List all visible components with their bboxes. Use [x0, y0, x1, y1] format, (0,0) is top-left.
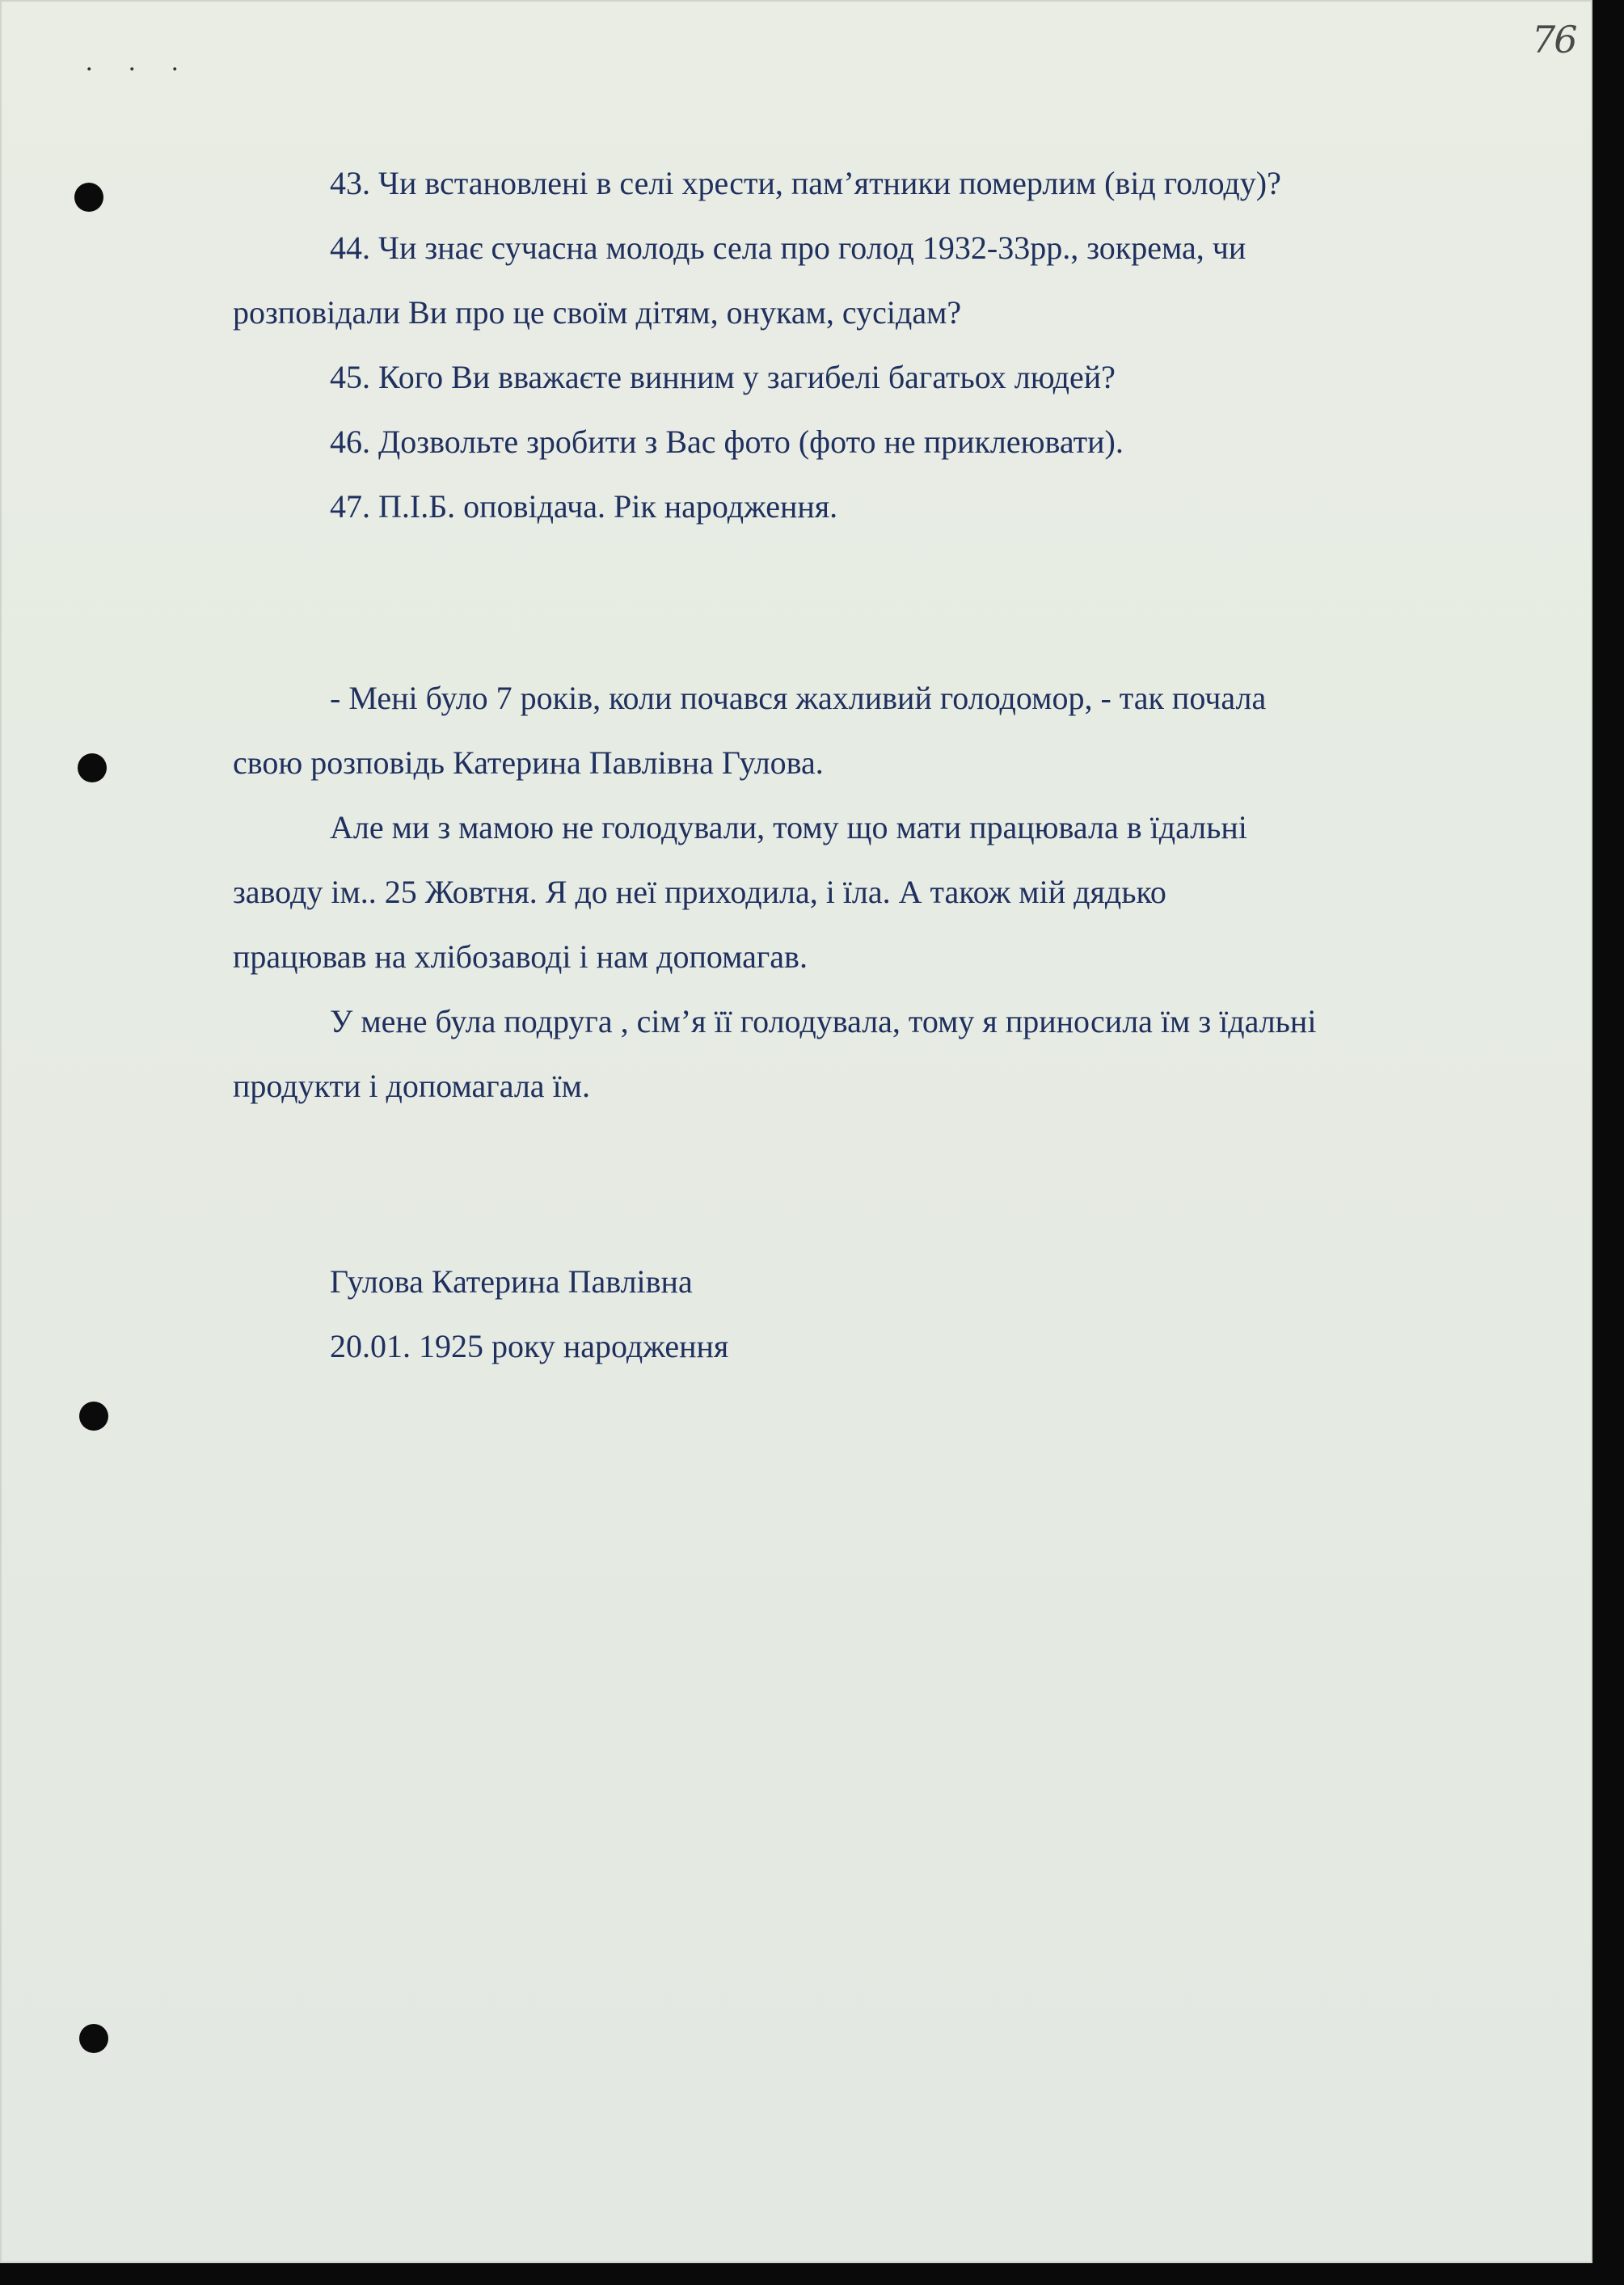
question-44-continued: розповідали Ви про це своїм дітям, онукам, сусідам? — [233, 294, 962, 331]
punch-hole — [74, 183, 103, 212]
punch-hole — [78, 753, 107, 782]
question-43: 43. Чи встановлені в селі хрести, пам’ятники померлим (від голоду)? — [330, 165, 1281, 201]
question-47: 47. П.І.Б. оповідача. Рік народження. — [330, 488, 838, 525]
top-marks: . . . — [86, 47, 193, 77]
narrative-line: Але ми з мамою не голодували, тому що мати працювала в їдальні — [330, 809, 1247, 845]
narrative-line: продукти і допомагала їм. — [233, 1068, 590, 1104]
punch-hole — [79, 1402, 108, 1431]
narrative-line: свою розповідь Катерина Павлівна Гулова. — [233, 744, 824, 781]
question-46: 46. Дозвольте зробити з Вас фото (фото не приклеювати). — [330, 424, 1124, 460]
punch-hole — [79, 2024, 108, 2053]
question-45: 45. Кого Ви вважаєте винним у загибелі багатьох людей? — [330, 359, 1116, 395]
narrative-line: працював на хлібозаводі і нам допомагав. — [233, 938, 808, 975]
page-number: 76 — [1532, 18, 1576, 61]
narrative-line: У мене була подруга , сім’я її голодувала, тому я приносила їм з їдальні — [330, 1003, 1317, 1039]
question-44: 44. Чи знає сучасна молодь села про голод 1932-33рр., зокрема, чи — [330, 230, 1246, 266]
narrator-birth: 20.01. 1925 року народження — [330, 1328, 729, 1364]
narrator-name: Гулова Катерина Павлівна — [330, 1263, 693, 1300]
narrative-line: - Мені було 7 років, коли почався жахливий голодомор, - так почала — [330, 680, 1267, 716]
narrative-line: заводу ім.. 25 Жовтня. Я до неї приходила, і їла. А також мій дядько — [233, 874, 1166, 910]
